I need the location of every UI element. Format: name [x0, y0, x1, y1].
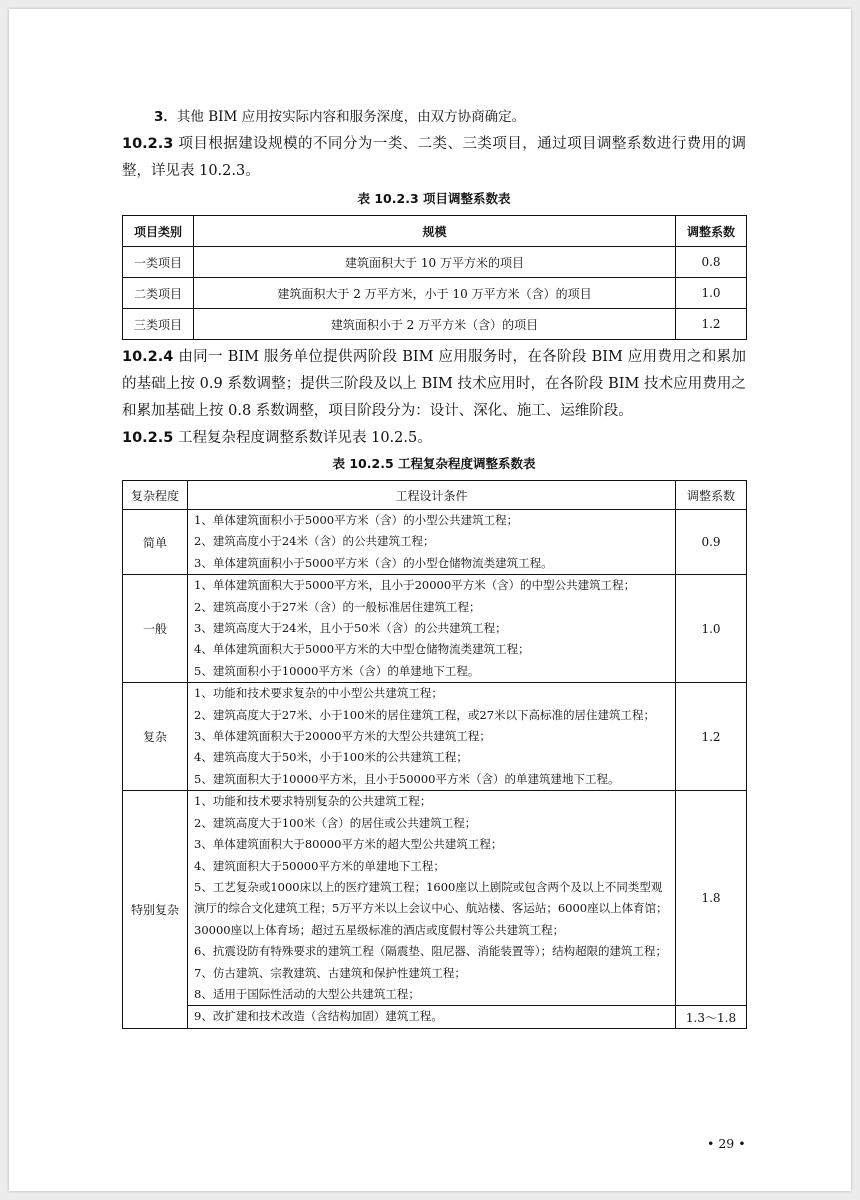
condition-item: 9、改扩建和技术改造（含结构加固）建筑工程。 — [194, 1009, 443, 1024]
condition-item: 2、建筑高度小于27米（含）的一般标准居住建筑工程； — [194, 599, 481, 614]
page-content — [122, 107, 746, 1029]
cell-complexity: 特别复杂 — [123, 791, 188, 1028]
table-header-row — [123, 481, 747, 510]
condition-item: 4、单体建筑面积大于5000平方米的大中型仓储物流类建筑工程； — [194, 642, 530, 657]
table-row — [123, 575, 747, 683]
header-complexity: 复杂程度 — [123, 481, 188, 510]
cell-factor: 1.2 — [676, 683, 747, 791]
condition-item: 2、建筑高度大于100米（含）的居住或公共建筑工程； — [194, 815, 477, 830]
cell-scale: 建筑面积小于 2 万平方米（含）的项目 — [194, 309, 676, 340]
condition-item: 8、适用于国际性活动的大型公共建筑工程； — [194, 986, 420, 1001]
section-10-2-3 — [122, 131, 746, 185]
complexity-adjustment-table — [122, 480, 747, 1029]
section-number: 10.2.4 — [122, 349, 174, 365]
table-row — [123, 683, 747, 791]
condition-item: 2、建筑高度大于27米、小于100米的居住建筑工程，或27米以下高标准的居住建筑工程； — [194, 707, 656, 722]
cell-factor: 1.2 — [676, 309, 747, 340]
cell-conditions — [188, 510, 676, 575]
cell-factor: 1.8 — [676, 791, 747, 1006]
cell-conditions — [188, 575, 676, 683]
condition-item: 3、单体建筑面积大于80000平方米的超大型公共建筑工程； — [194, 837, 503, 852]
condition-item: 1、功能和技术要求复杂的中小型公共建筑工程； — [194, 686, 443, 701]
header-scale: 规模 — [194, 216, 676, 247]
section-text: 项目根据建设规模的不同分为一类、二类、三类项目，通过项目调整系数进行费用的调整，详见表 10.2.3。 — [122, 136, 747, 179]
cell-complexity: 简单 — [123, 510, 188, 575]
condition-item: 1、单体建筑面积小于5000平方米（含）的小型公共建筑工程； — [194, 513, 519, 527]
intro-item-text: 其他 BIM 应用按实际内容和服务深度，由双方协商确定。 — [176, 109, 526, 125]
table-row — [123, 247, 747, 278]
condition-item: 3、单体建筑面积小于5000平方米（含）的小型仓储物流类建筑工程。 — [194, 555, 553, 570]
section-text: 由同一 BIM 服务单位提供两阶段 BIM 应用服务时，在各阶段 BIM 应用费用之和累加的基础上按 0.9 系数调整；提供三阶段及以上 BIM 技术应用时，在各阶段 BIM 技术应用费用之和累加基础上按 0.8 系数调整，项目阶段分为：设计、深化、施工、运维阶段。 — [122, 349, 747, 419]
section-10-2-5 — [122, 425, 746, 452]
section-text: 工程复杂程度调整系数详见表 10.2.5。 — [177, 430, 432, 446]
condition-item: 1、功能和技术要求特别复杂的公共建筑工程； — [194, 794, 432, 809]
cell-scale: 建筑面积大于 2 万平方米，小于 10 万平方米（含）的项目 — [194, 278, 676, 309]
table-row — [123, 791, 747, 1006]
condition-item: 3、建筑高度大于24米，且小于50米（含）的公共建筑工程； — [194, 621, 507, 636]
document-page — [9, 9, 851, 1191]
condition-item: 5、建筑面积小于10000平方米（含）的单建地下工程。 — [194, 663, 480, 678]
cell-scale: 建筑面积大于 10 万平方米的项目 — [194, 247, 676, 278]
condition-item: 4、建筑面积大于50000平方米的单建地下工程； — [194, 858, 445, 873]
section-number: 10.2.5 — [122, 430, 174, 446]
table-row — [123, 278, 747, 309]
cell-complexity: 一般 — [123, 575, 188, 683]
table-header-row — [123, 216, 747, 247]
condition-item: 2、建筑高度小于24米（含）的公共建筑工程； — [194, 534, 435, 549]
page-number: • 29 • — [707, 1136, 746, 1151]
header-factor: 调整系数 — [676, 481, 747, 510]
section-10-2-4 — [122, 344, 746, 425]
cell-factor: 1.3～1.8 — [676, 1006, 747, 1028]
cell-factor: 0.9 — [676, 510, 747, 575]
header-project-category: 项目类别 — [123, 216, 194, 247]
cell-conditions — [188, 1006, 676, 1028]
cell-conditions — [188, 791, 676, 1006]
condition-item: 1、单体建筑面积大于5000平方米，且小于20000平方米（含）的中型公共建筑工程； — [194, 578, 636, 593]
header-factor: 调整系数 — [676, 216, 747, 247]
intro-item-number: 3． — [154, 109, 177, 125]
cell-conditions — [188, 683, 676, 791]
section-number: 10.2.3 — [122, 136, 174, 152]
project-adjustment-table — [122, 215, 747, 340]
table-10-2-5-caption: 表 10.2.5 工程复杂程度调整系数表 — [332, 456, 536, 471]
cell-factor: 1.0 — [676, 278, 747, 309]
condition-item: 5、工艺复杂或1000床以上的医疗建筑工程；1600座以上剧院或包含两个及以上不同类型观演厅的综合文化建筑工程；5万平方米以上会议中心、航站楼、客运站；6000座以上体育馆；30000座以上体育场；超过五星级标准的酒店或度假村等公共建筑工程； — [194, 879, 668, 937]
table-row — [123, 1006, 747, 1028]
condition-item: 7、仿古建筑、宗教建筑、古建筑和保护性建筑工程； — [194, 965, 466, 980]
condition-item: 3、单体建筑面积大于20000平方米的大型公共建筑工程； — [194, 729, 491, 744]
condition-item: 5、建筑面积大于10000平方米，且小于50000平方米（含）的单建筑建地下工程。 — [194, 771, 620, 786]
intro-item — [122, 107, 746, 127]
cell-category: 三类项目 — [123, 309, 194, 340]
condition-item: 6、抗震设防有特殊要求的建筑工程（隔震垫、阻尼器、消能装置等）；结构超限的建筑工程； — [194, 944, 668, 959]
condition-item: 4、建筑高度大于50米，小于100米的公共建筑工程； — [194, 750, 468, 765]
header-conditions: 工程设计条件 — [188, 481, 676, 510]
table-row — [123, 309, 747, 340]
table-10-2-3-caption: 表 10.2.3 项目调整系数表 — [357, 191, 511, 206]
cell-factor: 1.0 — [676, 575, 747, 683]
table-row — [123, 510, 747, 575]
cell-factor: 0.8 — [676, 247, 747, 278]
cell-complexity: 复杂 — [123, 683, 188, 791]
cell-category: 一类项目 — [123, 247, 194, 278]
cell-category: 二类项目 — [123, 278, 194, 309]
